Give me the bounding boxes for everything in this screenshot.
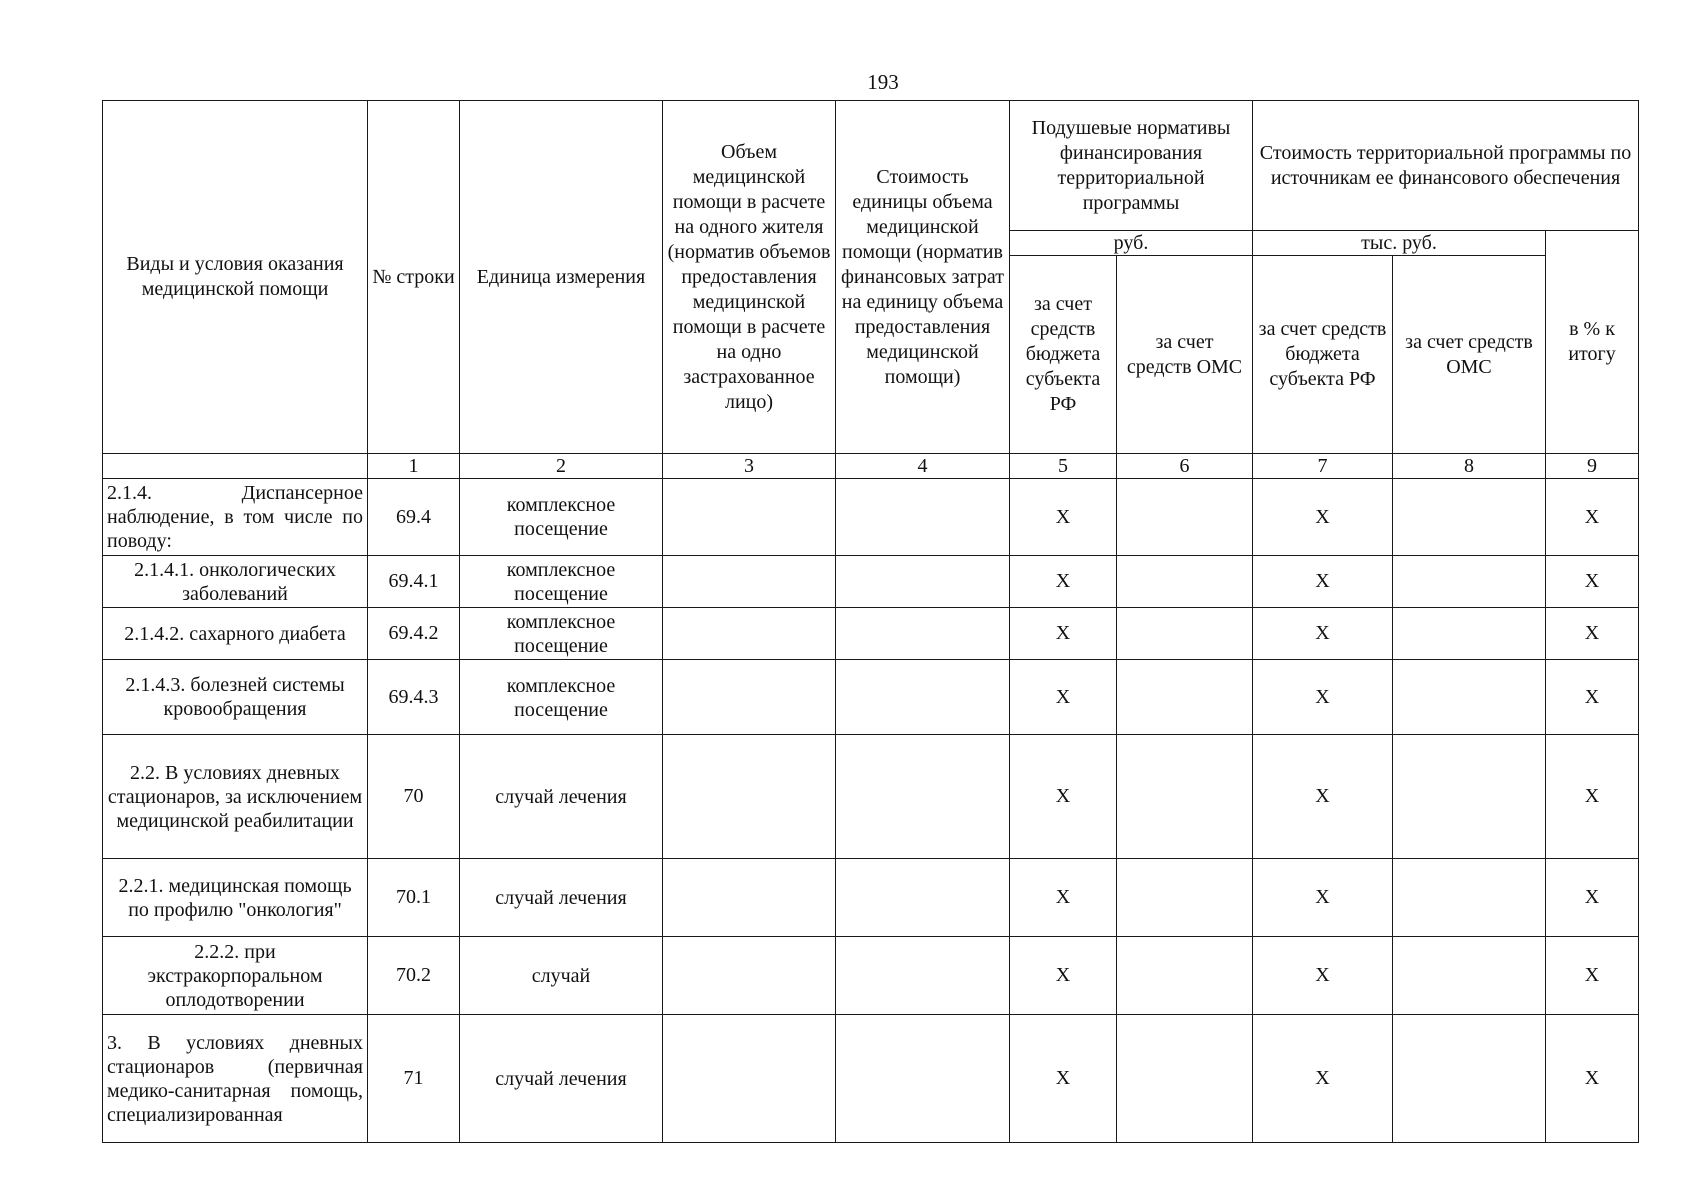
table-row — [103, 937, 1639, 1015]
cell-percapita-budget: Х — [1010, 556, 1117, 608]
row-number: 70.1 — [368, 859, 460, 937]
row-number: 69.4 — [368, 479, 460, 556]
cell-cost — [836, 608, 1010, 660]
cell-cost — [836, 937, 1010, 1015]
cell-percapita-budget: Х — [1010, 859, 1117, 937]
cell-percent-total: Х — [1546, 556, 1639, 608]
cell-percapita-oms — [1117, 556, 1253, 608]
cell-volume — [663, 859, 836, 937]
cell-percapita-oms — [1117, 859, 1253, 937]
header-col-row-no: № строки — [368, 101, 460, 454]
page-number: 193 — [867, 70, 899, 94]
cell-territorial-oms — [1393, 937, 1546, 1015]
header-group-percapita: Подушевые нормативы финансирования территориальной программы — [1010, 101, 1253, 231]
cell-cost — [836, 556, 1010, 608]
cell-territorial-budget: Х — [1253, 660, 1393, 735]
table-row — [103, 556, 1639, 608]
header-col-cost: Стоимость единицы объема медицинской помощи (норматив финансовых затрат на единицу объема предоставления медицинской помощи) — [836, 101, 1010, 454]
cell-percent-total: Х — [1546, 608, 1639, 660]
row-number: 69.4.1 — [368, 556, 460, 608]
header-territorial-budget: за счет средств бюджета субъекта РФ — [1253, 256, 1393, 454]
cell-territorial-oms — [1393, 859, 1546, 937]
row-unit: случай лечения — [460, 1015, 663, 1143]
cell-volume — [663, 937, 836, 1015]
table-row — [103, 735, 1639, 859]
cell-percapita-budget: Х — [1010, 608, 1117, 660]
table-row — [103, 479, 1639, 556]
row-number: 70.2 — [368, 937, 460, 1015]
row-number: 69.4.2 — [368, 608, 460, 660]
header-col-volume: Объем медицинской помощи в расчете на одного жителя (норматив объемов предоставления медицинской помощи в расчете на одно застрахованное лицо) — [663, 101, 836, 454]
cell-territorial-oms — [1393, 660, 1546, 735]
header-percent-total: в % к итогу — [1546, 231, 1639, 454]
row-name: 2.2.1. медицинская помощь по профилю "онкология" — [103, 859, 368, 937]
cell-territorial-oms — [1393, 608, 1546, 660]
cell-percapita-oms — [1117, 479, 1253, 556]
cell-cost — [836, 1015, 1010, 1143]
cell-percent-total: Х — [1546, 937, 1639, 1015]
column-number: 9 — [1546, 454, 1639, 479]
header-group-territorial: Стоимость территориальной программы по источникам ее финансового обеспечения — [1253, 101, 1639, 231]
cell-territorial-budget: Х — [1253, 735, 1393, 859]
row-name: 2.1.4. Диспансерное наблюдение, в том числе по поводу: — [103, 479, 368, 556]
table-row — [103, 1015, 1639, 1143]
header-col-name: Виды и условия оказания медицинской помощи — [103, 101, 368, 454]
column-number: 2 — [460, 454, 663, 479]
cell-cost — [836, 479, 1010, 556]
column-number: 3 — [663, 454, 836, 479]
cell-percapita-oms — [1117, 937, 1253, 1015]
row-name: 3. В условиях дневных стационаров (первичная медико-санитарная помощь, специализированная — [103, 1015, 368, 1143]
cell-territorial-oms — [1393, 479, 1546, 556]
cell-volume — [663, 479, 836, 556]
column-number-row — [103, 454, 1639, 479]
header-percapita-oms: за счет средств ОМС — [1117, 256, 1253, 454]
cell-percapita-oms — [1117, 660, 1253, 735]
table-row — [103, 608, 1639, 660]
row-unit: случай лечения — [460, 859, 663, 937]
cell-percent-total: Х — [1546, 660, 1639, 735]
cell-territorial-budget: Х — [1253, 937, 1393, 1015]
column-number: 8 — [1393, 454, 1546, 479]
row-unit: комплексное посещение — [460, 556, 663, 608]
header-territorial-oms: за счет средств ОМС — [1393, 256, 1546, 454]
column-number: 5 — [1010, 454, 1117, 479]
header-col-unit: Единица измерения — [460, 101, 663, 454]
cell-territorial-oms — [1393, 735, 1546, 859]
column-number: 7 — [1253, 454, 1393, 479]
row-unit: комплексное посещение — [460, 479, 663, 556]
row-name: 2.2.2. при экстракорпоральном оплодотворении — [103, 937, 368, 1015]
cell-territorial-oms — [1393, 1015, 1546, 1143]
header-percapita-budget: за счет средств бюджета субъекта РФ — [1010, 256, 1117, 454]
row-name: 2.1.4.3. болезней системы кровообращения — [103, 660, 368, 735]
cell-volume — [663, 556, 836, 608]
row-name: 2.2. В условиях дневных стационаров, за исключением медицинской реабилитации — [103, 735, 368, 859]
row-unit: случай лечения — [460, 735, 663, 859]
cell-volume — [663, 735, 836, 859]
row-unit: комплексное посещение — [460, 608, 663, 660]
cell-cost — [836, 859, 1010, 937]
financing-table — [102, 100, 1639, 1143]
cell-percapita-budget: Х — [1010, 1015, 1117, 1143]
cell-percapita-budget: Х — [1010, 660, 1117, 735]
cell-territorial-budget: Х — [1253, 608, 1393, 660]
column-number: 6 — [1117, 454, 1253, 479]
header-unit-thousand-rub: тыс. руб. — [1253, 231, 1546, 256]
column-number-blank — [103, 454, 368, 479]
column-number: 4 — [836, 454, 1010, 479]
cell-percent-total: Х — [1546, 1015, 1639, 1143]
table-row — [103, 859, 1639, 937]
cell-territorial-budget: Х — [1253, 859, 1393, 937]
cell-cost — [836, 660, 1010, 735]
row-name: 2.1.4.2. сахарного диабета — [103, 608, 368, 660]
header-unit-rub: руб. — [1010, 231, 1253, 256]
cell-volume — [663, 1015, 836, 1143]
column-number: 1 — [368, 454, 460, 479]
cell-percapita-oms — [1117, 735, 1253, 859]
row-name: 2.1.4.1. онкологических заболеваний — [103, 556, 368, 608]
cell-percapita-oms — [1117, 1015, 1253, 1143]
cell-percapita-budget: Х — [1010, 937, 1117, 1015]
cell-territorial-oms — [1393, 556, 1546, 608]
cell-percent-total: Х — [1546, 479, 1639, 556]
cell-percent-total: Х — [1546, 735, 1639, 859]
cell-percapita-budget: Х — [1010, 735, 1117, 859]
row-unit: случай — [460, 937, 663, 1015]
cell-territorial-budget: Х — [1253, 556, 1393, 608]
row-unit: комплексное посещение — [460, 660, 663, 735]
cell-percent-total: Х — [1546, 859, 1639, 937]
cell-percapita-budget: Х — [1010, 479, 1117, 556]
cell-territorial-budget: Х — [1253, 479, 1393, 556]
row-number: 69.4.3 — [368, 660, 460, 735]
table-row — [103, 660, 1639, 735]
cell-volume — [663, 660, 836, 735]
row-number: 70 — [368, 735, 460, 859]
cell-volume — [663, 608, 836, 660]
row-number: 71 — [368, 1015, 460, 1143]
cell-percapita-oms — [1117, 608, 1253, 660]
cell-territorial-budget: Х — [1253, 1015, 1393, 1143]
cell-cost — [836, 735, 1010, 859]
